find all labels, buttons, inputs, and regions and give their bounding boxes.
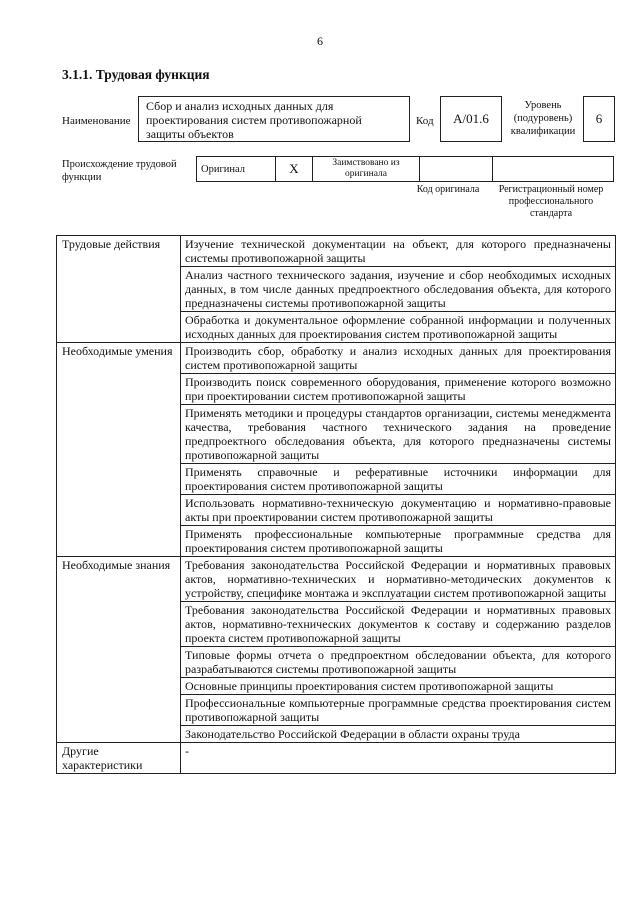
page-number: 6 — [317, 34, 323, 48]
original-mark: X — [276, 157, 313, 182]
item-cell: - — [181, 743, 616, 774]
code-box: А/01.6 — [440, 96, 502, 142]
level-label: Уровень (подуровень) квалификации — [510, 100, 576, 137]
section-title: 3.1.1. Трудовая функция — [62, 67, 210, 82]
category-cell: Трудовые действия — [57, 236, 181, 343]
item-cell: Применять профессиональные компьютерные программные средства для проектирования систем противопожарной защиты — [181, 526, 616, 557]
item-cell: Использовать нормативно-техническую документацию и нормативно-правовые акты при проектировании систем противопожарной защиты — [181, 495, 616, 526]
item-cell: Изучение технической документации на объект, для которого предназначены системы противопожарной защиты — [181, 236, 616, 267]
item-cell: Обработка и документальное оформление собранной информации и полученных исходных данных для проектирования систем противопожарной защиты — [181, 312, 616, 343]
item-cell: Требования законодательства Российской Федерации и нормативных правовых актов, нормативно-технических документов к составу и содержанию разделов проекта систем противопожарной защиты — [181, 602, 616, 647]
table-row — [57, 343, 616, 374]
original-code-cell — [420, 157, 493, 182]
table-row — [57, 743, 616, 774]
item-cell: Основные принципы проектирования систем противопожарной защиты — [181, 678, 616, 695]
function-details-table — [56, 235, 616, 774]
item-cell: Типовые формы отчета о предпроектном обследовании объекта, для которого разрабатываются системы противопожарной защиты — [181, 647, 616, 678]
borrowed-label: Заимствовано из оригинала — [313, 157, 420, 182]
original-label: Оригинал — [197, 157, 276, 182]
item-cell: Требования законодательства Российской Федерации и нормативных правовых актов, нормативно-технических и нормативно-методических документов к устройству, специфике монтажа и эксплуатации систем противопожарной защиты — [181, 557, 616, 602]
item-cell: Законодательство Российской Федерации в области охраны труда — [181, 726, 616, 743]
item-cell: Анализ частного технического задания, изучение и сбор необходимых исходных данных, в том числе данных предпроектного обследования объекта, для которого предназначены системы противопожарной защиты — [181, 267, 616, 312]
item-cell: Производить сбор, обработку и анализ исходных данных для проектирования систем противопожарной защиты — [181, 343, 616, 374]
function-name-box: Сбор и анализ исходных данных для проектирования систем противопожарной защиты объектов — [138, 96, 410, 142]
category-cell: Другие характеристики — [57, 743, 181, 774]
code-label: Код — [416, 115, 434, 127]
item-cell: Профессиональные компьютерные программные средства проектирования систем противопожарной защиты — [181, 695, 616, 726]
name-label: Наименование — [62, 115, 131, 127]
level-box: 6 — [583, 96, 615, 142]
registration-number-cell — [493, 157, 614, 182]
category-cell: Необходимые умения — [57, 343, 181, 557]
origin-label: Происхождение трудовой функции — [62, 159, 177, 183]
registration-caption: Регистрационный номер профессионального стандарта — [498, 184, 604, 219]
code-caption: Код оригинала — [416, 184, 480, 195]
table-row — [57, 557, 616, 602]
table-row — [57, 236, 616, 267]
item-cell: Применять методики и процедуры стандартов организации, системы менеджмента качества, требования частного технического задания на проведение предпроектного обследования объекта, для которого предназначены системы противопожарной защиты — [181, 405, 616, 464]
item-cell: Применять справочные и реферативные источники информации для проектирования систем противопожарной защиты — [181, 464, 616, 495]
origin-table — [196, 156, 614, 182]
item-cell: Производить поиск современного оборудования, применение которого возможно при проектировании систем противопожарной защиты — [181, 374, 616, 405]
category-cell: Необходимые знания — [57, 557, 181, 743]
